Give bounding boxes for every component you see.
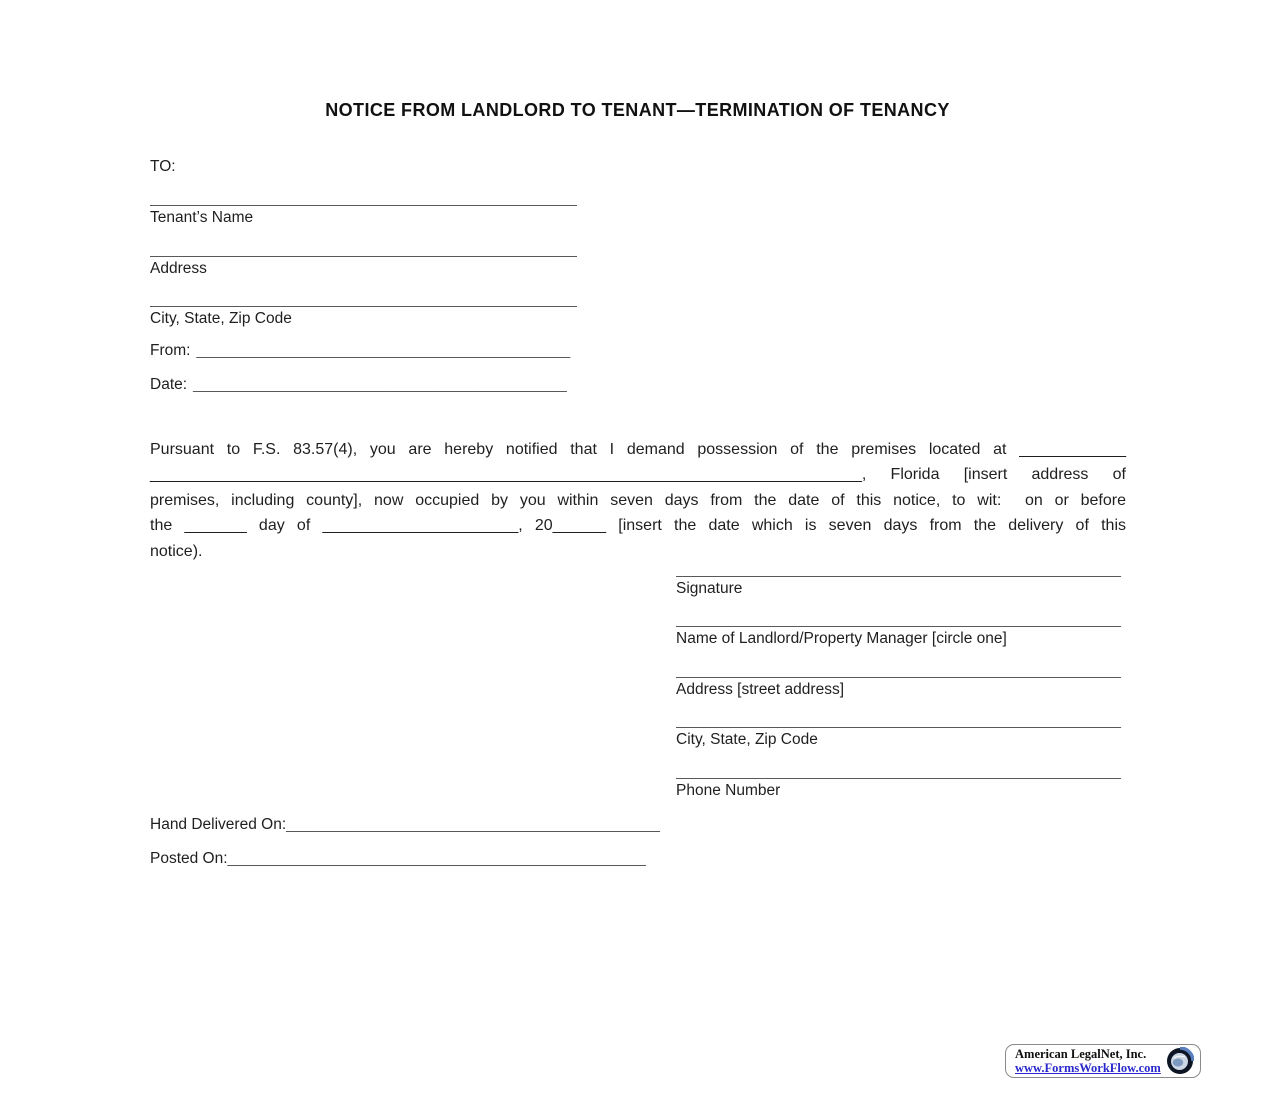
address-field	[150, 241, 577, 278]
tenant-name-blank-line: ________________________________________________	[150, 190, 577, 207]
hand-delivered-blank-line: __________________________________________	[286, 816, 660, 833]
address-blank-line: ________________________________________________	[150, 241, 577, 258]
signature-blank-line: __________________________________________________	[676, 561, 1121, 578]
phone-number-field	[676, 763, 1122, 800]
legalnet-branding-box	[1005, 1044, 1201, 1078]
to-label: TO:	[150, 158, 176, 175]
body-line-3: premises, including county], now occupied by you within seven days from the date of this notice, to wit: on or before	[150, 491, 1126, 509]
phone-number-blank-line: __________________________________________________	[676, 763, 1121, 780]
hand-delivered-field	[150, 816, 660, 834]
hand-delivered-label: Hand Delivered On:	[150, 816, 287, 833]
landlord-city-state-zip-field	[676, 712, 1122, 749]
body-line-4: the _______ day of ______________________, 20______ [insert the date which is seven days from the delivery of this	[150, 517, 1126, 535]
landlord-name-label: Name of Landlord/Property Manager [circle one]	[676, 630, 1007, 647]
date-label: Date:	[150, 376, 188, 393]
landlord-address-field	[676, 662, 1122, 699]
body-line-1: Pursuant to F.S. 83.57(4), you are hereby notified that I demand possession of the premises located at ____________	[150, 441, 1126, 458]
address-label: Address	[150, 260, 207, 277]
globe-logo-icon	[1166, 1047, 1194, 1075]
landlord-name-blank-line: __________________________________________________	[676, 611, 1121, 628]
body-line-2: ________________________________________________________________________________, Florida [insert address of	[150, 466, 1126, 484]
posted-on-blank-line: _______________________________________________	[227, 850, 646, 867]
posted-on-label: Posted On:	[150, 850, 228, 867]
notice-body-paragraph	[150, 437, 1126, 564]
date-field	[150, 376, 567, 394]
posted-on-field	[150, 850, 646, 868]
body-line-5: notice).	[150, 542, 203, 560]
landlord-address-blank-line: __________________________________________________	[676, 662, 1121, 679]
legalnet-company-name: American LegalNet, Inc.	[1015, 1047, 1147, 1061]
city-state-zip-field	[150, 291, 577, 328]
from-label: From:	[150, 342, 191, 359]
landlord-name-field	[676, 611, 1122, 648]
city-state-zip-blank-line: ________________________________________________	[150, 291, 577, 308]
phone-number-label: Phone Number	[676, 782, 781, 799]
tenant-name-label: Tenant’s Name	[150, 209, 254, 226]
from-blank-line: __________________________________________	[196, 342, 571, 359]
date-blank-line: __________________________________________	[193, 376, 567, 393]
landlord-address-label: Address [street address]	[676, 681, 844, 698]
signature-label: Signature	[676, 580, 743, 597]
tenant-name-field	[150, 190, 577, 227]
signature-field	[676, 561, 1122, 598]
form-title: NOTICE FROM LANDLORD TO TENANT—TERMINATION OF TENANCY	[325, 100, 950, 120]
landlord-city-state-zip-blank-line: __________________________________________________	[676, 712, 1121, 729]
from-field	[150, 342, 570, 360]
landlord-city-state-zip-label: City, State, Zip Code	[676, 731, 818, 748]
city-state-zip-label: City, State, Zip Code	[150, 310, 292, 327]
formsworkflow-link[interactable]: www.FormsWorkFlow.com	[1015, 1061, 1161, 1075]
